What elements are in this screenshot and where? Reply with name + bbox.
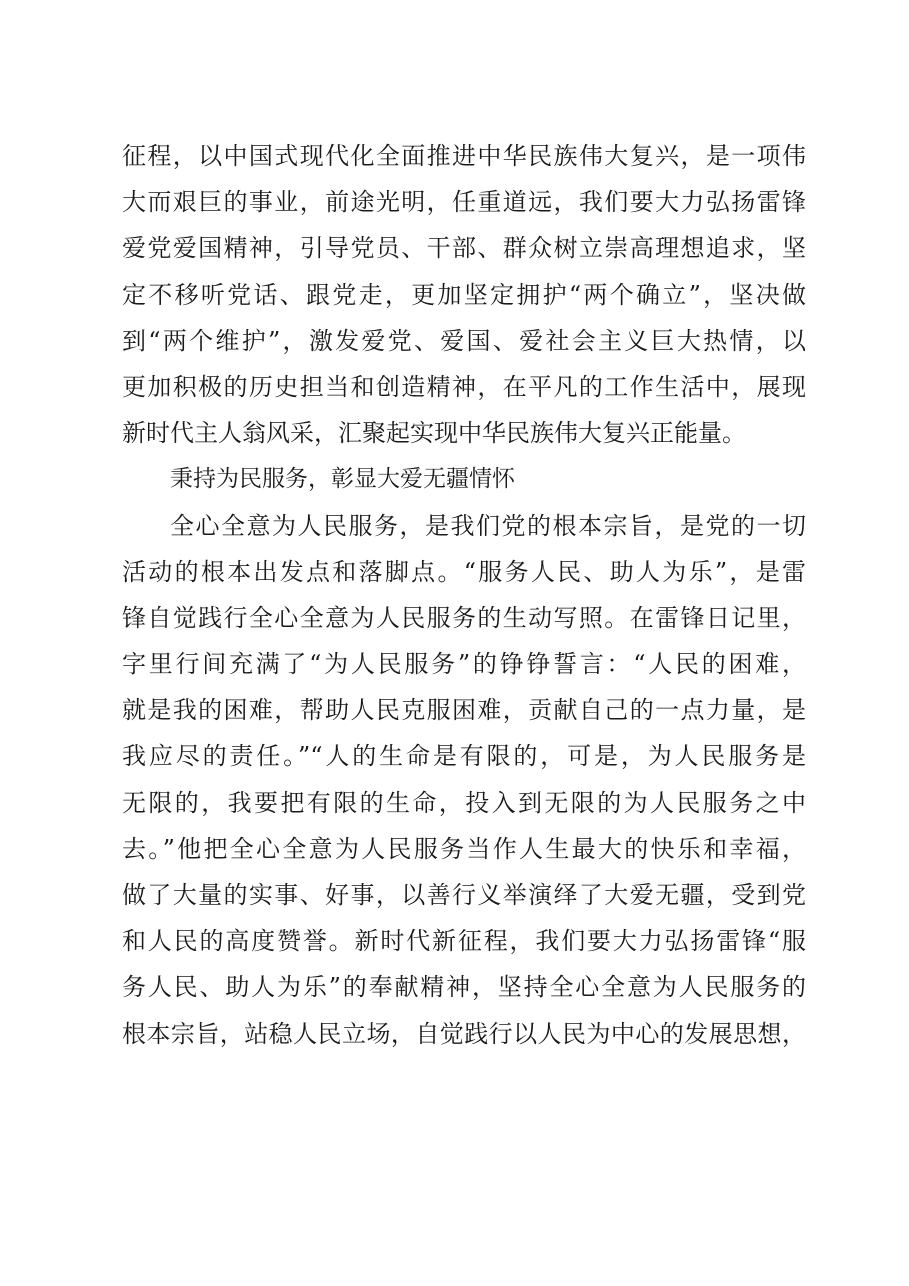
text-line: 和人民的高度赞誉。新时代新征程，我们要大力弘扬雷锋“服 [122, 927, 806, 956]
paragraph-continuation [122, 133, 806, 1057]
text-line: 根本宗旨，站稳人民立场，自觉践行以人民为中心的发展思想， [122, 1019, 806, 1048]
text-line: 新时代主人翁风采，汇聚起实现中华民族伟大复兴正能量。 [122, 419, 746, 448]
text-line: 定不移听党话、跟党走，更加坚定拥护“两个确立”，坚决做 [122, 280, 806, 309]
text-line: 无限的，我要把有限的生命，投入到无限的为人民服务之中 [122, 788, 806, 817]
text-line: 到“两个维护”，激发爱党、爱国、爱社会主义巨大热情，以 [122, 326, 806, 355]
text-line: 全心全意为人民服务，是我们党的根本宗旨，是党的一切 [170, 511, 806, 540]
section-heading: 秉持为民服务，彰显大爱无疆情怀 [170, 466, 515, 493]
text-line: 字里行间充满了“为人民服务”的铮铮誓言：“人民的困难， [122, 650, 806, 679]
text-line: 大而艰巨的事业，前途光明，任重道远，我们要大力弘扬雷锋 [122, 188, 806, 217]
text-line: 去。”他把全心全意为人民服务当作人生最大的快乐和幸福， [122, 834, 806, 863]
text-line: 我应尽的责任。”“人的生命是有限的，可是，为人民服务是 [122, 742, 806, 771]
text-line: 爱党爱国精神，引导党员、干部、群众树立崇高理想追求，坚 [122, 234, 806, 263]
text-line: 锋自觉践行全心全意为人民服务的生动写照。在雷锋日记里， [122, 603, 806, 632]
text-line: 更加积极的历史担当和创造精神，在平凡的工作生活中，展现 [122, 372, 806, 401]
text-line: 务人民、助人为乐”的奉献精神，坚持全心全意为人民服务的 [122, 973, 806, 1002]
text-line: 征程，以中国式现代化全面推进中华民族伟大复兴，是一项伟 [122, 142, 806, 170]
text-line: 做了大量的实事、好事，以善行义举演绎了大爱无疆，受到党 [122, 881, 806, 909]
text-line: 就是我的困难，帮助人民克服困难，贡献自己的一点力量，是 [122, 696, 806, 725]
text-line: 活动的根本出发点和落脚点。“服务人民、助人为乐”，是雷 [122, 557, 806, 586]
